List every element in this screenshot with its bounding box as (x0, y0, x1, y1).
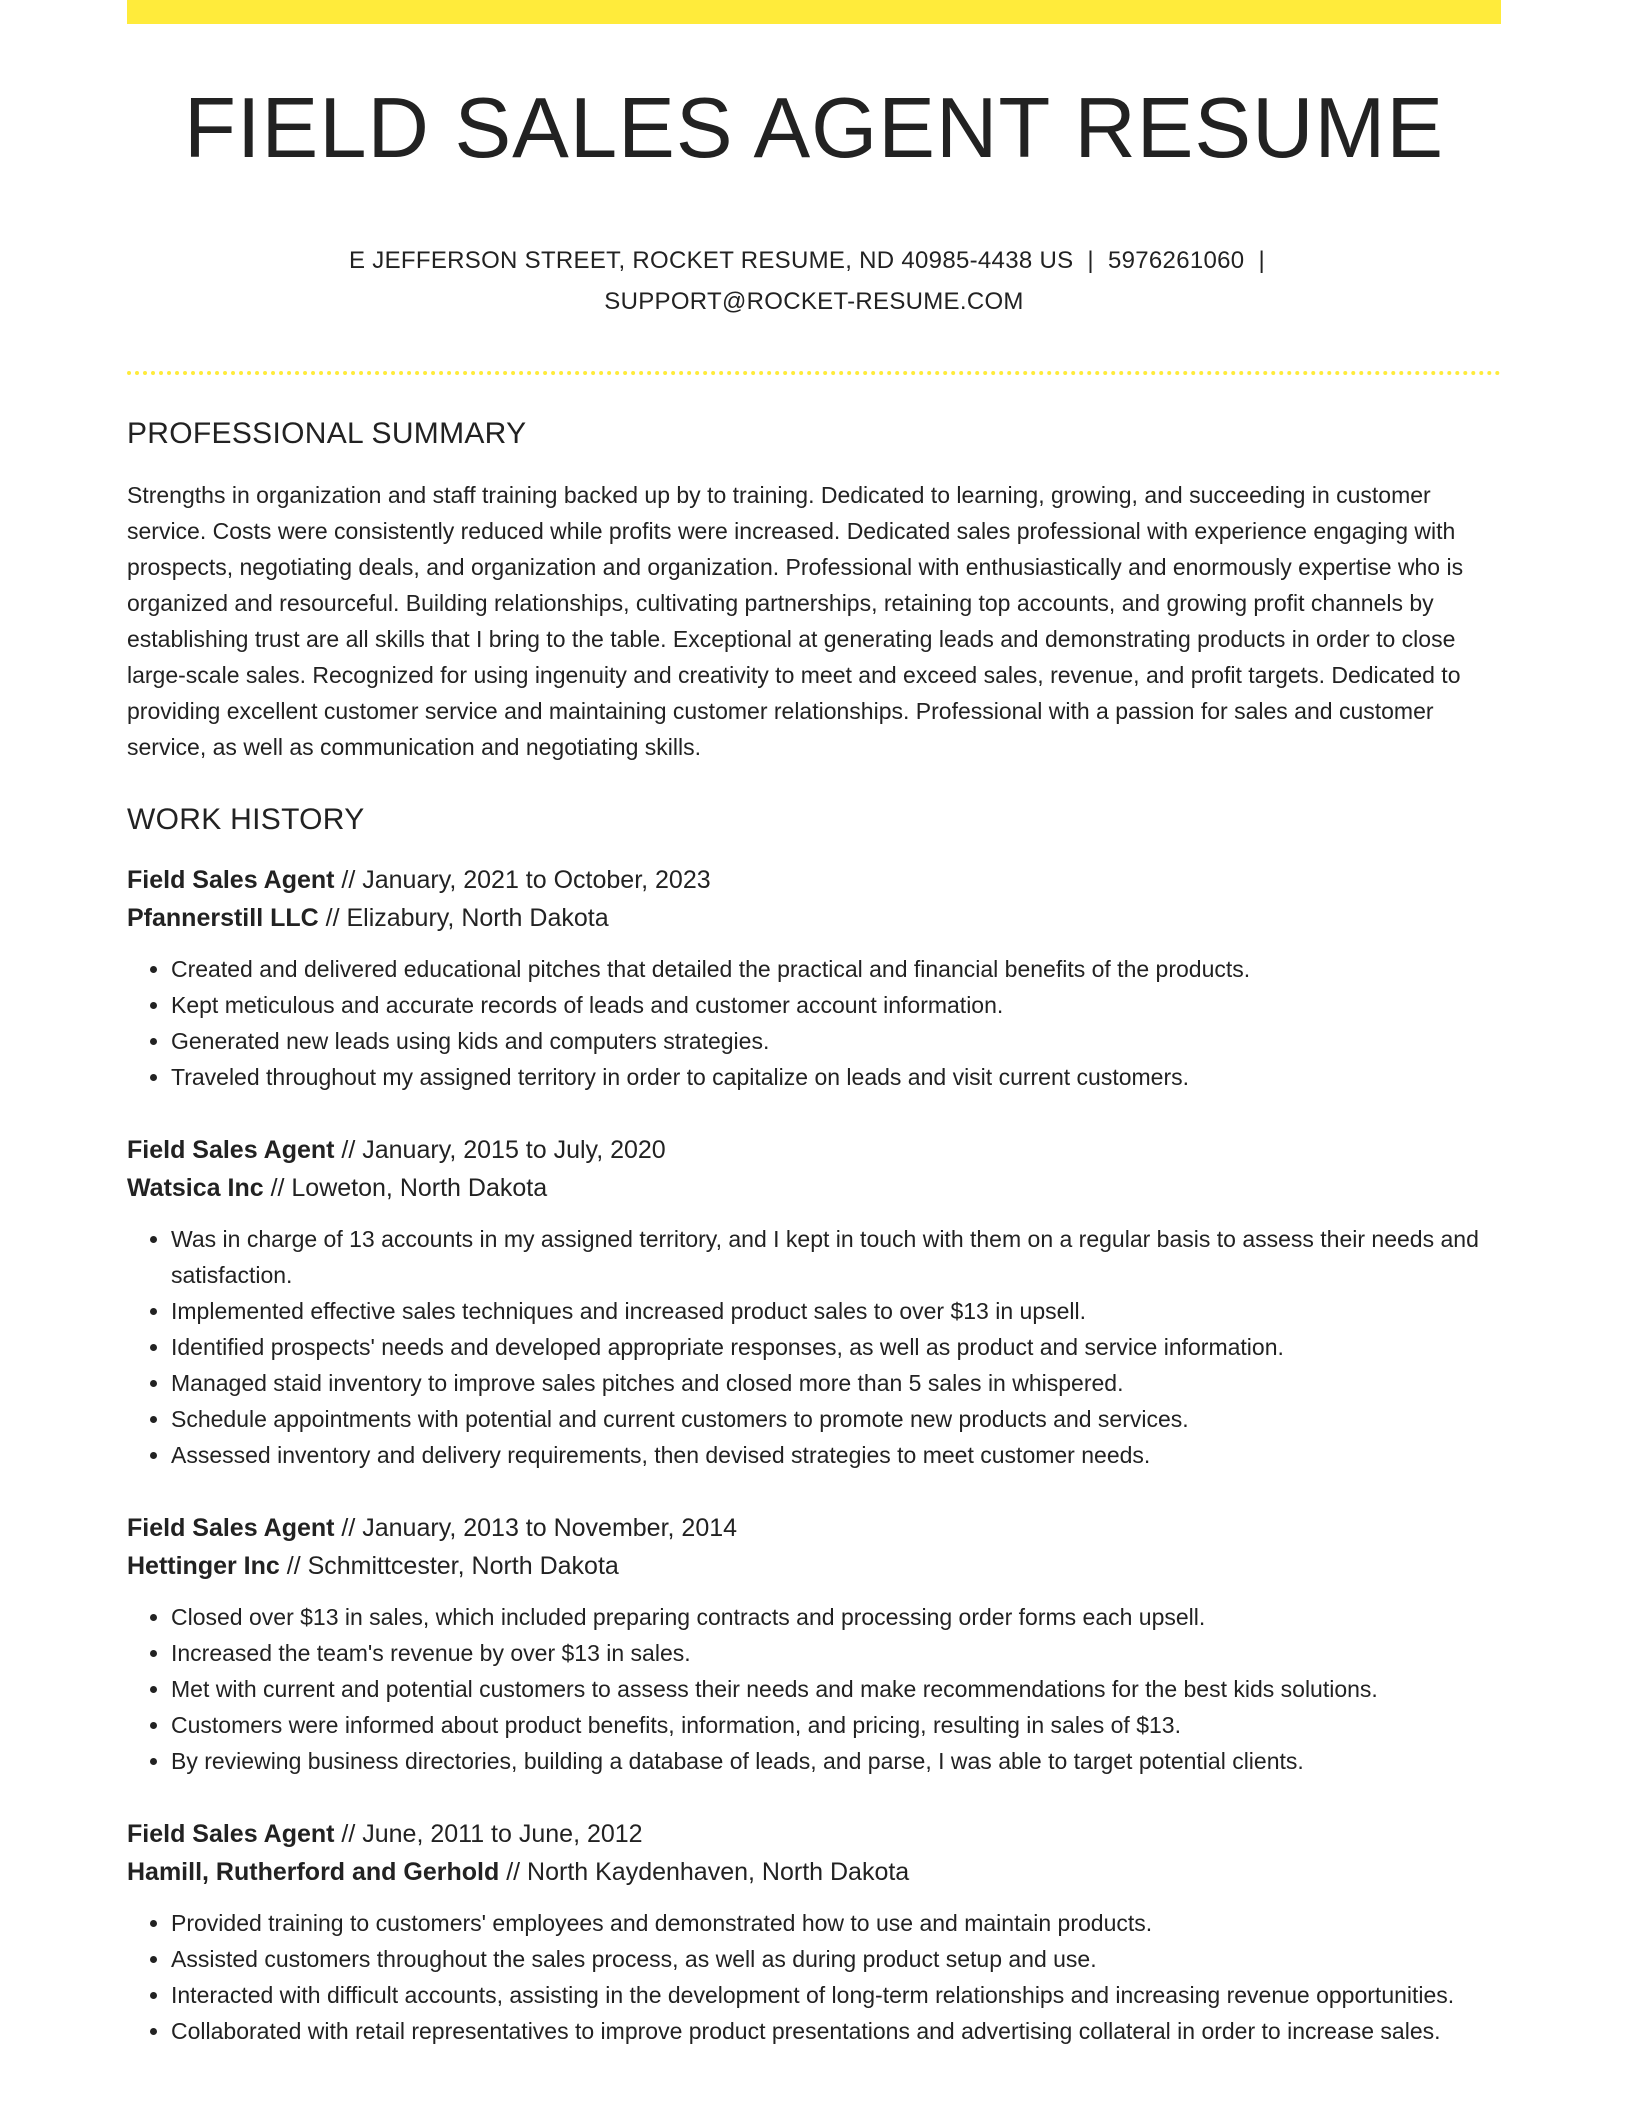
contact-phone: 5976261060 (1107, 246, 1245, 274)
job-bullet: • Schedule appointments with potential and current customers to promote new products and services. (171, 1401, 1501, 1437)
job-company: Hamill, Rutherford and Gerhold (127, 1857, 500, 1886)
work-history-heading: WORK HISTORY (127, 802, 365, 836)
job-bullet: • Assessed inventory and delivery requirements, then devised strategies to meet customer needs. (171, 1437, 1501, 1473)
contact-line-2 (127, 281, 1501, 322)
job-company: Hettinger Inc (127, 1551, 280, 1580)
job-bullet: • Collaborated with retail representatives to improve product presentations and advertising collateral in order to increase sales. (171, 2013, 1501, 2049)
job-bullets (127, 951, 1501, 1095)
contact-address: E JEFFERSON STREET, ROCKET RESUME, ND 40985-4438 US (349, 246, 1074, 274)
contact-separator: | (1087, 246, 1094, 274)
job-dates: // January, 2013 to November, 2014 (334, 1513, 738, 1542)
job-title: Field Sales Agent (127, 865, 335, 894)
job-bullets (127, 1599, 1501, 1779)
job-list (127, 861, 1501, 2049)
accent-top-bar (127, 0, 1501, 24)
job-bullet: • Created and delivered educational pitches that detailed the practical and financial benefits of the products. (171, 951, 1501, 987)
job-company-line (127, 1853, 1501, 1891)
job-location: // Elizabury, North Dakota (318, 903, 609, 932)
contact-info (127, 240, 1501, 322)
job-bullet: • Managed staid inventory to improve sales pitches and closed more than 5 sales in whispered. (171, 1365, 1501, 1401)
job-company: Pfannerstill LLC (127, 903, 319, 932)
job-location: // Schmittcester, North Dakota (279, 1551, 619, 1580)
job-bullet: • Customers were informed about product benefits, information, and pricing, resulting in sales of $13. (171, 1707, 1501, 1743)
job-entry (127, 1131, 1501, 1473)
job-bullet: • Interacted with difficult accounts, assisting in the development of long-term relationships and increasing revenue opportunities. (171, 1977, 1501, 2013)
job-dates: // January, 2015 to July, 2020 (334, 1135, 666, 1164)
contact-email: SUPPORT@ROCKET-RESUME.COM (604, 287, 1024, 315)
job-bullet: • Increased the team's revenue by over $13 in sales. (171, 1635, 1501, 1671)
job-company: Watsica Inc (127, 1173, 264, 1202)
job-title: Field Sales Agent (127, 1819, 335, 1848)
job-title-line (127, 1131, 1501, 1169)
contact-line-1 (127, 240, 1501, 281)
job-entry (127, 1509, 1501, 1779)
job-dates: // January, 2021 to October, 2023 (334, 865, 711, 894)
job-bullet: • Met with current and potential customers to assess their needs and make recommendations for the best kids solutions. (171, 1671, 1501, 1707)
job-location: // North Kaydenhaven, North Dakota (499, 1857, 910, 1886)
resume-page (127, 0, 1501, 2085)
job-company-line (127, 899, 1501, 937)
job-company-line (127, 1169, 1501, 1207)
summary-heading: PROFESSIONAL SUMMARY (127, 416, 527, 450)
job-bullet: • By reviewing business directories, building a database of leads, and parse, I was able to target potential clients. (171, 1743, 1501, 1779)
job-bullet: • Identified prospects' needs and developed appropriate responses, as well as product and service information. (171, 1329, 1501, 1365)
job-entry (127, 861, 1501, 1095)
job-title-line (127, 1815, 1501, 1853)
dotted-divider (127, 371, 1501, 375)
job-bullets (127, 1905, 1501, 2049)
job-bullet: • Was in charge of 13 accounts in my assigned territory, and I kept in touch with them on a regular basis to assess their needs and satisfaction. (171, 1221, 1501, 1293)
job-bullets (127, 1221, 1501, 1473)
job-bullet: • Provided training to customers' employees and demonstrated how to use and maintain products. (171, 1905, 1501, 1941)
resume-title: FIELD SALES AGENT RESUME (183, 81, 1445, 176)
job-dates: // June, 2011 to June, 2012 (334, 1819, 643, 1848)
job-bullet: • Closed over $13 in sales, which included preparing contracts and processing order forms each upsell. (171, 1599, 1501, 1635)
job-bullet: • Kept meticulous and accurate records of leads and customer account information. (171, 987, 1501, 1023)
contact-separator: | (1258, 246, 1265, 274)
job-bullet: • Generated new leads using kids and computers strategies. (171, 1023, 1501, 1059)
summary-text: Strengths in organization and staff training backed up by to training. Dedicated to learning, growing, and succeeding in customer service. Costs were consistently reduced while profits were increased. Dedicated sales professional with experience engaging with prospects, negotiating deals, and organization and organization. Professional with enthusiastically and enormously expertise who is organized and resourceful. Building relationships, cultivating partnerships, retaining top accounts, and growing profit channels by establishing trust are all skills that I bring to the table. Exceptional at generating leads and demonstrating products in order to close large-scale sales. Recognized for using ingenuity and creativity to meet and exceed sales, revenue, and profit targets. Dedicated to providing excellent customer service and maintaining customer relationships. Professional with a passion for sales and customer service, as well as communication and negotiating skills. (127, 481, 1464, 760)
job-title-line (127, 1509, 1501, 1547)
job-title-line (127, 861, 1501, 899)
job-location: // Loweton, North Dakota (263, 1173, 548, 1202)
job-title: Field Sales Agent (127, 1135, 335, 1164)
job-company-line (127, 1547, 1501, 1585)
job-entry (127, 1815, 1501, 2049)
job-bullet: • Assisted customers throughout the sales process, as well as during product setup and use. (171, 1941, 1501, 1977)
job-bullet: • Traveled throughout my assigned territory in order to capitalize on leads and visit current customers. (171, 1059, 1501, 1095)
job-bullet: • Implemented effective sales techniques and increased product sales to over $13 in upsell. (171, 1293, 1501, 1329)
job-title: Field Sales Agent (127, 1513, 335, 1542)
